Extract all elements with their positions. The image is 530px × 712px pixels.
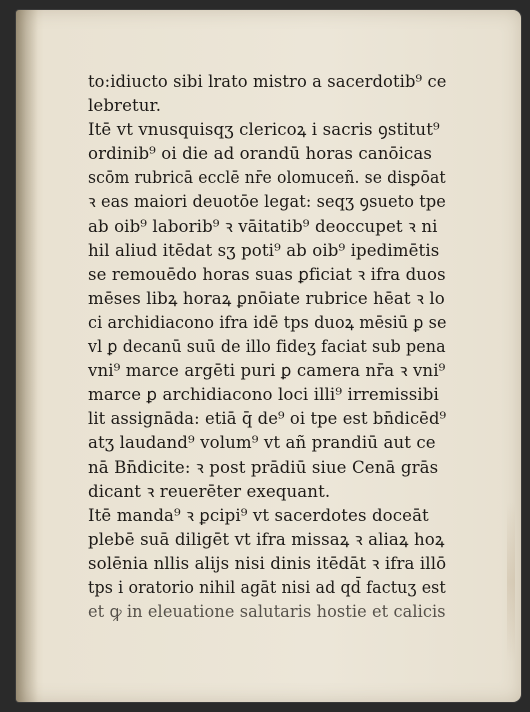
text-line: et ꝙ in eleuatione salutaris hostie et calicis <box>88 602 446 622</box>
text-line: solēnia nllis alijs nisi dinis itēdāt ꝛ ifra illō <box>88 553 447 573</box>
text-line: plebē suā diligēt vt ifra missaꝝ ꝛ aliaꝝ hoꝝ <box>88 529 445 549</box>
gutter-shadow <box>16 10 38 702</box>
text-line: vni⁹ marce argēti puri ꝑ camera nr̄a ꝛ vni⁹ <box>88 361 446 381</box>
text-line: ci archidiacono ifra idē tps duoꝝ mēsiū ꝑ se <box>88 312 447 332</box>
text-line: se remouēdo horas suas ꝑficiat ꝛ ifra duos <box>88 264 446 284</box>
text-line: ordinib⁹ oi die ad orandū horas canōicas <box>88 144 433 164</box>
text-line: ab oib⁹ laborib⁹ ꝛ vāitatib⁹ deoccupet ꝛ ni <box>88 216 438 236</box>
text-line: hil aliud itēdat sʒ poti⁹ ab oib⁹ ipedimētis <box>88 240 440 260</box>
text-line: atʒ laudand⁹ volum⁹ vt añ prandiū aut ce <box>88 433 436 453</box>
text-line: vl ꝑ decanū suū de illo fideʒ faciat sub pena <box>88 337 446 357</box>
text-line: Itē vt vnusquisqʒ clericoꝝ i sacris ꝯstitut⁹ <box>88 120 440 140</box>
text-line: ꝛ eas maiori deuotōe legat: seqʒ ꝯsueto tpe <box>88 192 446 212</box>
text-line: dicant ꝛ reuerēter exequant. <box>88 481 331 501</box>
text-line: scōm rubricā ecclē nr̄e olomuceñ. se disꝑōat <box>88 168 446 188</box>
text-line: to:idiucto sibi lrato mistro a sacerdotib⁹ ce <box>88 72 447 91</box>
text-line: nā Bn̄dicite: ꝛ post prādiū siue Cenā grās <box>88 457 439 477</box>
text-line: lebretur. <box>88 96 162 116</box>
book-page <box>16 10 521 702</box>
text-line: marce ꝑ archidiacono loci illi⁹ irremissibi <box>88 385 439 405</box>
text-block <box>88 70 448 624</box>
text-line: tps i oratorio nihil agāt nisi ad qd̄ factuʒ est <box>88 577 446 597</box>
text-line: lit assignāda: etiā q̄ de⁹ oi tpe est bn̄dicēd⁹ <box>88 409 447 429</box>
text-line: Itē manda⁹ ꝛ ꝑcipi⁹ vt sacerdotes doceāt <box>88 505 429 525</box>
paper-stain <box>507 502 515 662</box>
text-line: mēses libꝝ horaꝝ ꝑnōiate rubrice hēat ꝛ lo <box>88 288 445 308</box>
